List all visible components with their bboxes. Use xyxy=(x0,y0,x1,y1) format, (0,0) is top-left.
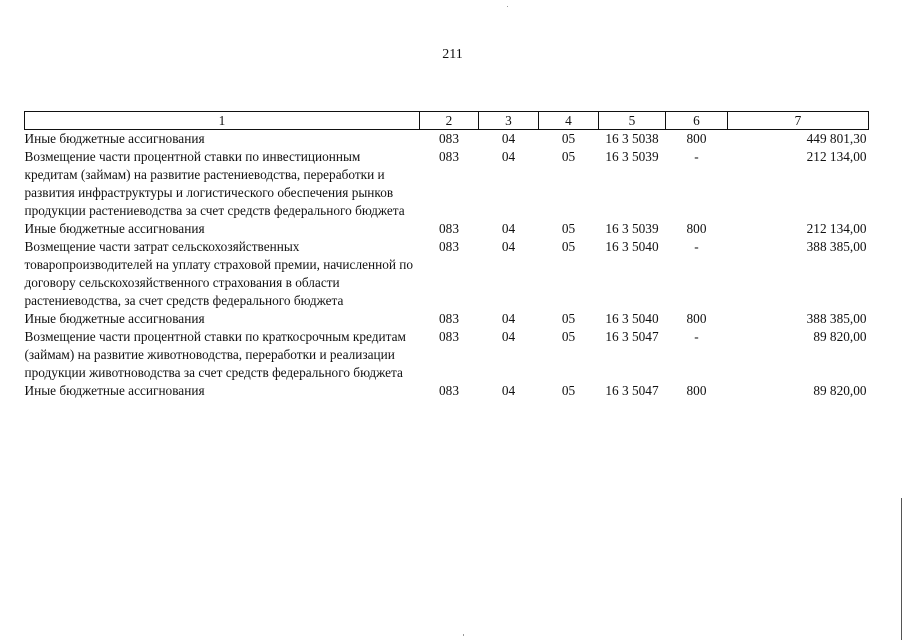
column-header-1: 1 xyxy=(25,112,420,130)
row-code-4: 05 xyxy=(561,239,576,254)
row-amount: 89 820,00 xyxy=(813,329,867,344)
row-amount: 89 820,00 xyxy=(813,383,867,398)
scan-edge-line xyxy=(901,498,902,640)
budget-table xyxy=(24,111,869,400)
row-code-4: 05 xyxy=(561,149,576,164)
row-code-2: 083 xyxy=(439,221,459,236)
row-code-4: 05 xyxy=(561,221,576,236)
row-code-6: 800 xyxy=(686,131,707,146)
row-code-5: 16 3 5038 xyxy=(605,131,659,146)
scan-speck xyxy=(463,634,464,636)
row-description: Возмещение части процентной ставки по инвестиционным кредитам (займам) на развитие растениеводства, переработки и развития инфраструктуры и логистического обеспечения рынков продукции растениеводства за счет средств федерального бюджета xyxy=(24,149,405,218)
row-code-5: 16 3 5047 xyxy=(605,383,659,398)
row-description: Иные бюджетные ассигнования xyxy=(24,311,205,326)
row-code-3: 04 xyxy=(501,149,516,164)
header-row xyxy=(25,112,869,130)
table-row xyxy=(25,238,869,310)
row-code-3: 04 xyxy=(501,131,516,146)
row-code-2: 083 xyxy=(439,149,459,164)
row-description: Возмещение части процентной ставки по краткосрочным кредитам (займам) на развитие животноводства, переработки и реализации продукции животноводства за счет средств федерального бюджета xyxy=(24,329,406,380)
table-row xyxy=(25,328,869,382)
row-code-4: 05 xyxy=(561,329,576,344)
row-code-6: 800 xyxy=(686,311,707,326)
row-code-6: - xyxy=(694,329,699,344)
row-code-5: 16 3 5040 xyxy=(605,311,659,326)
row-code-4: 05 xyxy=(561,311,576,326)
row-code-2: 083 xyxy=(439,239,459,254)
table-row xyxy=(25,220,869,238)
row-description: Иные бюджетные ассигнования xyxy=(24,383,205,398)
row-amount: 212 134,00 xyxy=(806,221,867,236)
column-header-6: 6 xyxy=(666,112,728,130)
table-row xyxy=(25,382,869,400)
column-header-7: 7 xyxy=(728,112,869,130)
row-code-6: - xyxy=(694,149,699,164)
row-code-5: 16 3 5039 xyxy=(605,149,659,164)
row-description: Возмещение части затрат сельскохозяйственных товаропроизводителей на уплату страховой премии, начисленной по договору сельскохозяйственного страхования в области растениеводства, за счет средств федерального бюджета xyxy=(24,239,414,308)
row-code-3: 04 xyxy=(501,239,516,254)
row-code-2: 083 xyxy=(439,329,459,344)
row-code-3: 04 xyxy=(501,383,516,398)
row-code-2: 083 xyxy=(439,131,459,146)
row-code-6: 800 xyxy=(686,221,707,236)
column-header-3: 3 xyxy=(479,112,539,130)
table-row xyxy=(25,148,869,220)
column-header-2: 2 xyxy=(420,112,479,130)
row-code-5: 16 3 5047 xyxy=(605,329,659,344)
row-code-3: 04 xyxy=(501,221,516,236)
row-amount: 388 385,00 xyxy=(806,311,867,326)
row-amount: 449 801,30 xyxy=(806,131,867,146)
row-code-2: 083 xyxy=(439,383,459,398)
row-code-4: 05 xyxy=(561,131,576,146)
row-code-3: 04 xyxy=(501,329,516,344)
row-code-4: 05 xyxy=(561,383,576,398)
table-header xyxy=(25,112,869,130)
column-header-5: 5 xyxy=(599,112,666,130)
table-body xyxy=(25,130,869,401)
row-amount: 388 385,00 xyxy=(806,239,867,254)
row-code-6: - xyxy=(694,239,699,254)
table-row xyxy=(25,310,869,328)
row-code-5: 16 3 5040 xyxy=(605,239,659,254)
page-number: 211 xyxy=(442,47,463,62)
row-code-3: 04 xyxy=(501,311,516,326)
row-description: Иные бюджетные ассигнования xyxy=(24,131,205,146)
row-amount: 212 134,00 xyxy=(806,149,867,164)
column-header-4: 4 xyxy=(539,112,599,130)
scan-speck xyxy=(507,6,508,7)
row-code-2: 083 xyxy=(439,311,459,326)
row-description: Иные бюджетные ассигнования xyxy=(24,221,205,236)
row-code-5: 16 3 5039 xyxy=(605,221,659,236)
row-code-6: 800 xyxy=(686,383,707,398)
table-row xyxy=(25,130,869,149)
